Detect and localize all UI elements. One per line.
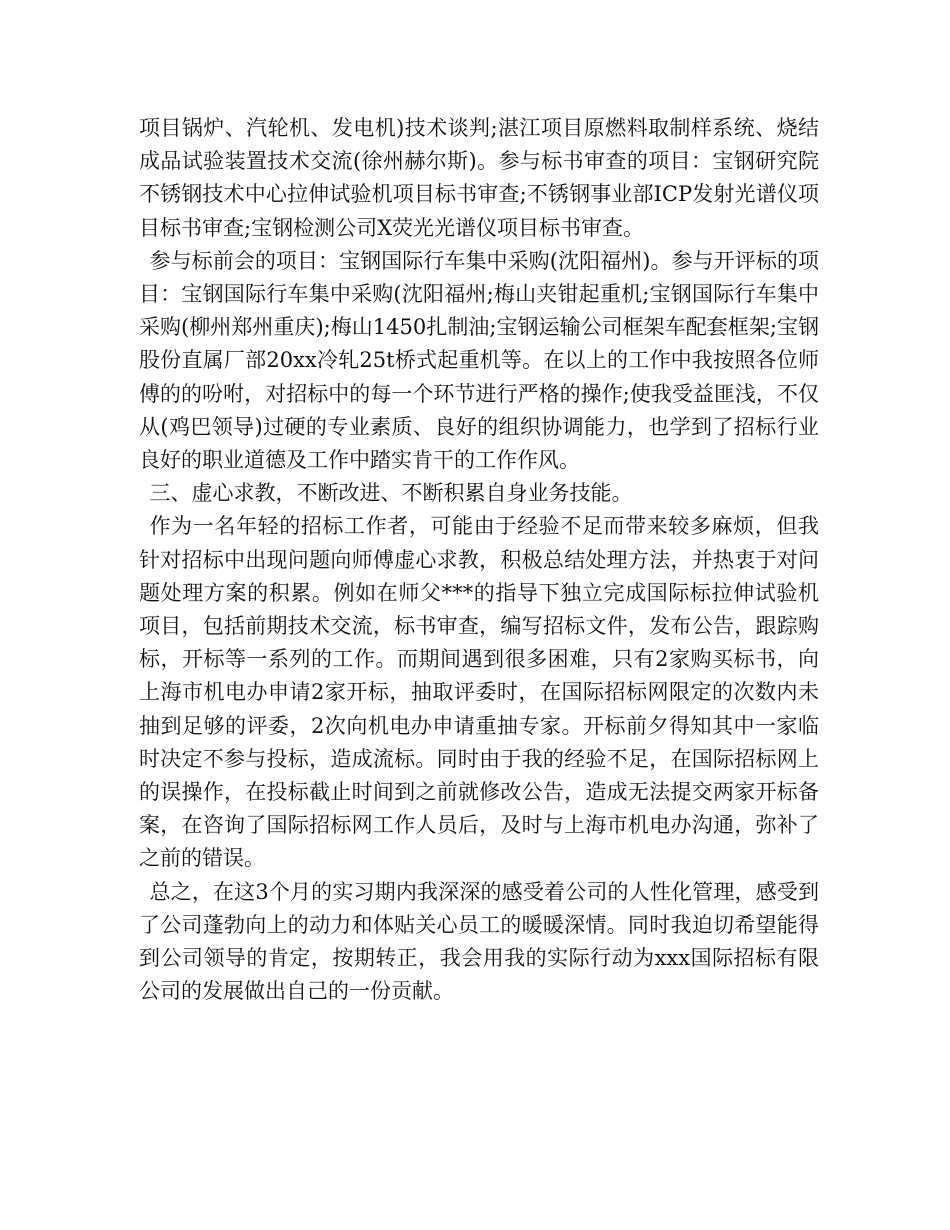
section-heading-three: 三、虚心求教，不断改进、不断积累自身业务技能。 bbox=[149, 481, 633, 506]
paragraph-technical-exchange: 项目锅炉、汽轮机、发电机)技术谈判;湛江项目原燃料取制样系统、烧结成品试验装置技术交流(徐州赫尔斯)。参与标书审查的项目：宝钢研究院不锈钢技术中心拉伸试验机项目标书审查;不锈钢事业部ICP发射光谱仪项目标书审查;宝钢检测公司X荧光光谱仪项目标书审查。 bbox=[139, 116, 819, 240]
paragraph-learning-experience: 作为一名年轻的招标工作者，可能由于经验不足而带来较多麻烦，但我针对招标中出现问题向师傅虚心求教，积极总结处理方法，并热衷于对问题处理方案的积累。例如在师父***的指导下独立完成国际标拉伸试验机项目，包括前期技术交流，标书审查，编写招标文件，发布公告，跟踪购标，开标等一系列的工作。而期间遇到很多困难，只有2家购买标书，向上海市机电办申请2家开标，抽取评委时，在国际招标网限定的次数内未抽到足够的评委，2次向机电办申请重抽专家。开标前夕得知其中一家临时决定不参与投标，造成流标。同时由于我的经验不足，在国际招标网上的误操作，在投标截止时间到之前就修改公告，造成无法提交两家开标备案，在咨询了国际招标网工作人员后，及时与上海市机电办沟通，弥补了之前的错误。 bbox=[139, 514, 819, 871]
paragraph-bid-projects: 参与标前会的项目：宝钢国际行车集中采购(沈阳福州)。参与开评标的项目：宝钢国际行车集中采购(沈阳福州;梅山夹钳起重机;宝钢国际行车集中采购(柳州郑州重庆);梅山1450扎制油;宝钢运输公司框架车配套框架;宝钢股份直属厂部20xx冷轧25t桥式起重机等。在以上的工作中我按照各位师傅的的吩咐，对招标中的每一个环节进行严格的操作;使我受益匪浅，不仅从(鸡巴领导)过硬的专业素质、良好的组织协调能力，也学到了招标行业良好的职业道德及工作中踏实肯干的工作作风。 bbox=[139, 248, 819, 473]
paragraph-conclusion: 总之，在这3个月的实习期内我深深的感受着公司的人性化管理，感受到了公司蓬勃向上的动力和体贴关心员工的暖暖深情。同时我迫切希望能得到公司领导的肯定，按期转正，我会用我的实际行动为xxx国际招标有限公司的发展做出自己的一份贡献。 bbox=[139, 879, 819, 1004]
document-body bbox=[139, 112, 819, 1008]
